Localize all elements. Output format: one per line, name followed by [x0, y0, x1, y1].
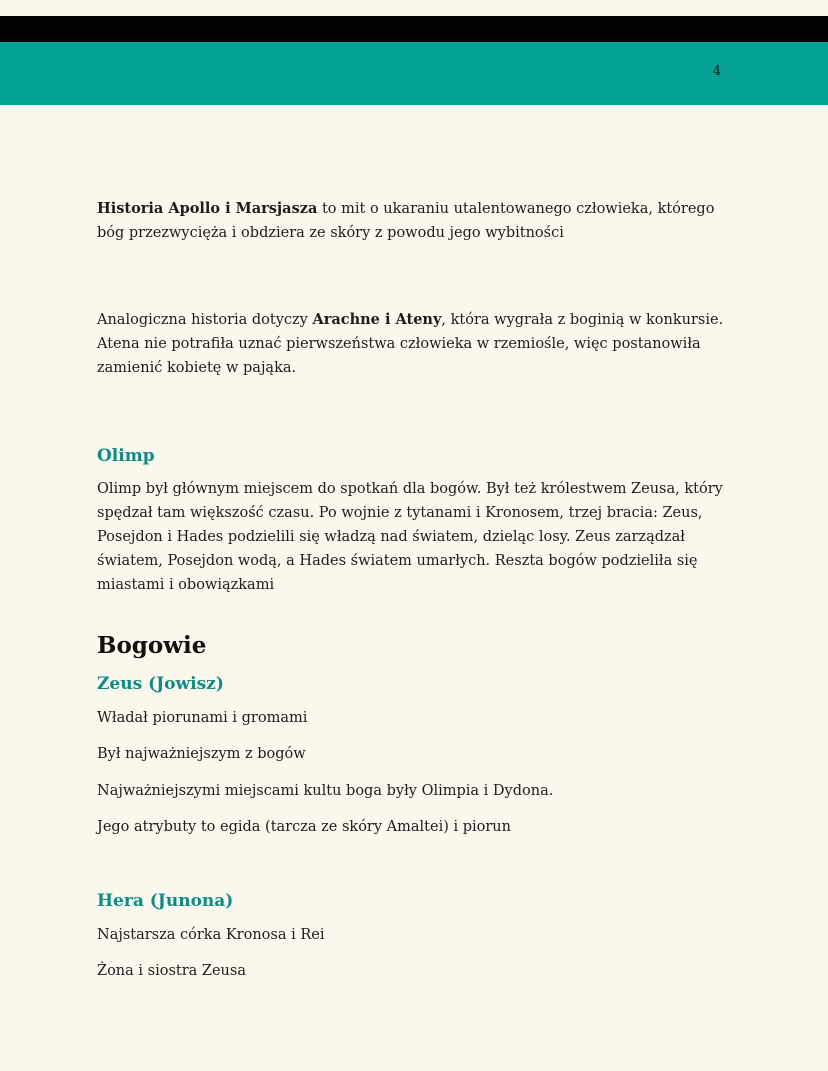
apollo-bold-title: Historia Apollo i Marsjasza: [97, 200, 318, 217]
intro-paragraph-arachne: [97, 308, 737, 380]
zeus-fact: Jego atrybuty to egida (tarcza ze skóry Amaltei) i piorun: [97, 819, 511, 835]
apollo-text: to mit o ukaraniu utalentowanego człowieka, którego bóg przezwycięża i obdziera ze skóry z powodu jego wybitności: [97, 201, 715, 241]
hera-fact: Żona i siostra Zeusa: [97, 963, 246, 979]
gods-heading: Bogowie: [97, 632, 207, 659]
zeus-fact: Władał piorunami i gromami: [97, 710, 308, 726]
zeus-fact: Najważniejszymi miejscami kultu boga były Olimpia i Dydona.: [97, 783, 554, 799]
page-number: 4: [712, 64, 721, 79]
olimp-heading: Olimp: [97, 446, 155, 466]
intro-paragraph-apollo: [97, 197, 737, 245]
arachne-text: , która wygrała z boginią w konkursie. Atena nie potrafiła uznać pierwszeństwa człowieka w rzemiośle, więc postanowiła zamienić kobietę w pająka.: [97, 312, 724, 376]
header-teal-band: [0, 42, 828, 105]
header-black-band: [0, 16, 828, 42]
olimp-paragraph: Olimp był głównym miejscem do spotkań dla bogów. Był też królestwem Zeusa, który spędzał tam większość czasu. Po wojnie z tytanami i Kronosem, trzej bracia: Zeus, Posejdon i Hades podzielili się władzą nad światem, dzieląc losy. Zeus zarządzał światem, Posejdon wodą, a Hades światem umarłych. Reszta bogów podzieliła się miastami i obowiązkami: [97, 481, 723, 593]
zeus-heading: Zeus (Jowisz): [97, 674, 224, 694]
arachne-text-start: Analogiczna historia dotyczy: [97, 312, 313, 328]
hera-fact: Najstarsza córka Kronosa i Rei: [97, 927, 325, 943]
hera-heading: Hera (Junona): [97, 891, 234, 911]
arachne-bold-title: Arachne i Ateny: [312, 311, 442, 328]
zeus-fact: Był najważniejszym z bogów: [97, 746, 306, 762]
